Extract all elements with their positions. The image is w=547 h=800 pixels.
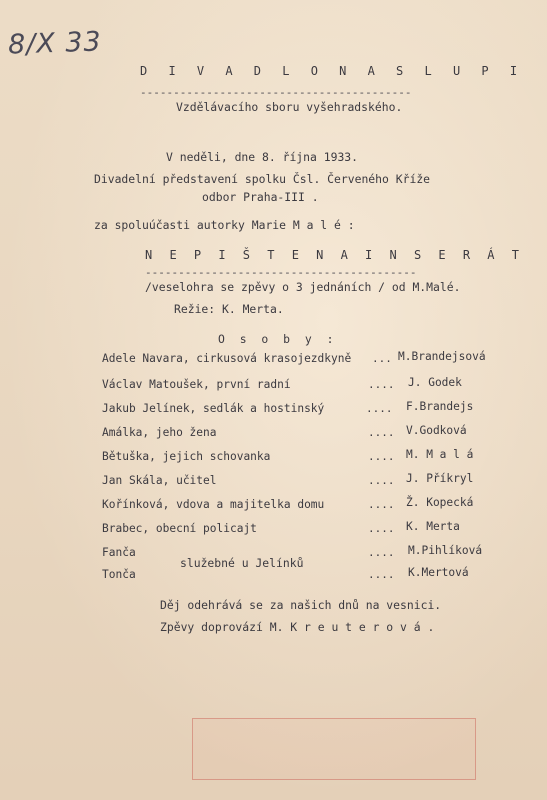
music-note: Zpěvy doprovází M. K r e u t e r o v á . [160, 620, 435, 634]
event-line-1: Divadelní představení spolku Čsl. Červeného Kříže [94, 172, 431, 186]
cast-role: Amálka, jeho žena [102, 426, 217, 439]
theatre-subtitle: Vzdělávacího sboru vyšehradského. [176, 100, 403, 114]
cast-dots: .... [368, 378, 395, 391]
cast-role: Kořínková, vdova a majitelka domu [102, 498, 325, 511]
title-underline: ----------------------------------------- [140, 86, 412, 99]
cast-role: Fanča [102, 546, 136, 559]
play-title: N E P I Š T E N A I N S E R Á T [145, 248, 524, 262]
cast-actor: M. M a l á [406, 448, 474, 461]
cast-dots: .... [368, 568, 395, 581]
cast-dots: .... [368, 450, 395, 463]
play-director: Režie: K. Merta. [174, 302, 284, 316]
play-title-underline: ----------------------------------------- [145, 266, 417, 279]
play-genre: /veselohra se zpěvy o 3 jednáních / od M.Malé. [145, 280, 461, 294]
event-line-2: odbor Praha-III . [202, 190, 319, 204]
cast-dots: .... [368, 474, 395, 487]
handwritten-note: 8/X 33 [7, 26, 103, 61]
faded-stamp [192, 718, 476, 780]
cast-dots: .... [368, 546, 395, 559]
cast-dots: .... [366, 402, 393, 415]
event-line-3: za spoluúčasti autorky Marie M a l é : [94, 218, 355, 232]
cast-dots: .... [368, 498, 395, 511]
cast-actor: F.Brandejs [406, 400, 474, 413]
servants-note: služebné u Jelínků [180, 556, 304, 570]
cast-role: Tonča [102, 568, 136, 581]
cast-dots: .... [368, 426, 395, 439]
cast-dots: .... [368, 522, 395, 535]
cast-role: Jan Skála, učitel [102, 474, 217, 487]
cast-heading: O s o b y : [218, 332, 338, 346]
cast-actor: J. Příkryl [406, 472, 474, 485]
cast-role: Bětuška, jejich schovanka [102, 450, 271, 463]
theatre-title: D I V A D L O N A S L U P I [140, 64, 525, 78]
cast-actor: K.Mertová [408, 566, 469, 579]
cast-actor: J. Godek [408, 376, 462, 389]
cast-role: Brabec, obecní policajt [102, 522, 257, 535]
cast-role: Adele Navara, cirkusová krasojezdkyně [102, 352, 352, 365]
cast-actor: K. Merta [406, 520, 460, 533]
event-date: V neděli, dne 8. října 1933. [166, 150, 359, 164]
cast-actor: M.Brandejsová [398, 350, 486, 363]
cast-actor: M.Pihlíková [408, 544, 483, 557]
cast-actor: V.Godková [406, 424, 467, 437]
setting-note: Děj odehrává se za našich dnů na vesnici. [160, 598, 442, 612]
cast-role: Václav Matoušek, první radní [102, 378, 291, 391]
cast-actor: Ž. Kopecká [406, 496, 474, 509]
cast-role: Jakub Jelínek, sedlák a hostinský [102, 402, 325, 415]
cast-dots: ... [372, 352, 392, 365]
